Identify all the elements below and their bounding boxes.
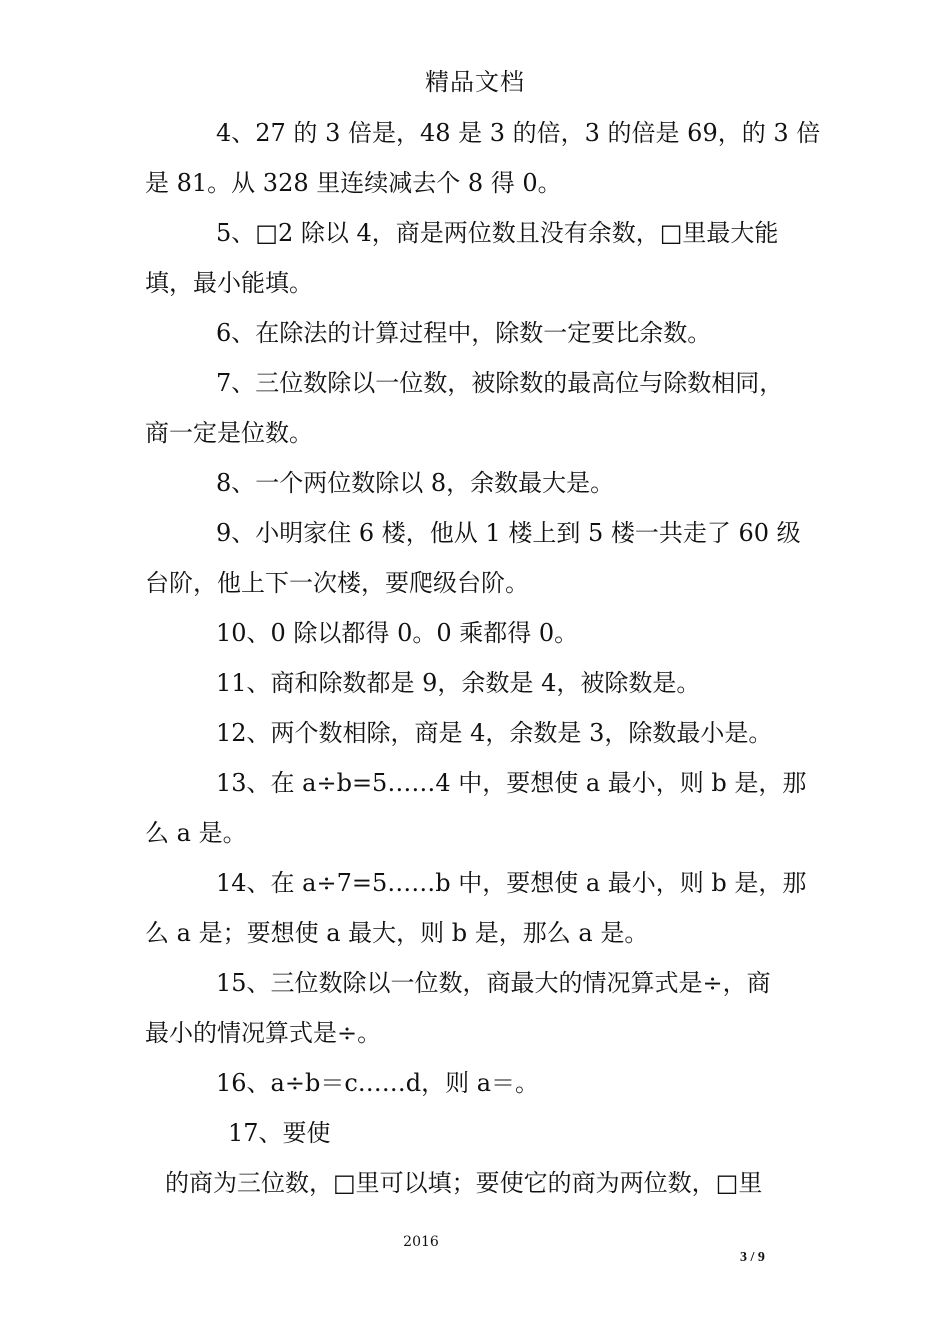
question-5-line-2: 填，最小能填。 bbox=[145, 269, 313, 297]
question-10-line-1: 10、0 除以都得 0。0 乘都得 0。 bbox=[216, 619, 579, 647]
question-15-line-1: 15、三位数除以一位数，商最大的情况算式是÷，商 bbox=[216, 969, 771, 997]
page-header: 精品文档 bbox=[425, 68, 525, 96]
footer-year: 2016 bbox=[403, 1234, 439, 1250]
question-14-line-2: 么 a 是；要想使 a 最大，则 b 是，那么 a 是。 bbox=[145, 919, 649, 947]
question-7-line-1: 7、三位数除以一位数，被除数的最高位与除数相同， bbox=[216, 369, 784, 397]
question-11-line-1: 11、商和除数都是 9，余数是 4，被除数是。 bbox=[216, 669, 701, 697]
question-14-line-1: 14、在 a÷7=5……b 中，要想使 a 最小，则 b 是，那 bbox=[216, 869, 807, 897]
question-17-line-2: 的商为三位数，□里可以填；要使它的商为两位数，□里 bbox=[165, 1169, 763, 1197]
question-6-line-1: 6、在除法的计算过程中，除数一定要比余数。 bbox=[216, 319, 712, 347]
question-4-line-2: 是 81。从 328 里连续减去个 8 得 0。 bbox=[145, 169, 562, 197]
question-8-line-1: 8、一个两位数除以 8，余数最大是。 bbox=[216, 469, 615, 497]
question-7-line-2: 商一定是位数。 bbox=[145, 419, 313, 447]
question-9-line-1: 9、小明家住 6 楼，他从 1 楼上到 5 楼一共走了 60 级 bbox=[216, 519, 801, 547]
question-4-line-1: 4、27 的 3 倍是，48 是 3 的倍，3 的倍是 69，的 3 倍 bbox=[216, 119, 821, 147]
question-5-line-1: 5、□2 除以 4，商是两位数且没有余数，□里最大能 bbox=[216, 219, 779, 247]
question-16-line-1: 16、a÷b＝c……d，则 a＝。 bbox=[216, 1069, 540, 1097]
question-13-line-2: 么 a 是。 bbox=[145, 819, 247, 847]
question-17-line-1: 17、要使 bbox=[228, 1119, 331, 1147]
question-15-line-2: 最小的情况算式是÷。 bbox=[145, 1019, 382, 1047]
question-12-line-1: 12、两个数相除，商是 4，余数是 3，除数最小是。 bbox=[216, 719, 773, 747]
question-9-line-2: 台阶，他上下一次楼，要爬级台阶。 bbox=[145, 569, 529, 597]
question-13-line-1: 13、在 a÷b=5……4 中，要想使 a 最小，则 b 是，那 bbox=[216, 769, 807, 797]
page-number: 3 / 9 bbox=[740, 1250, 765, 1265]
